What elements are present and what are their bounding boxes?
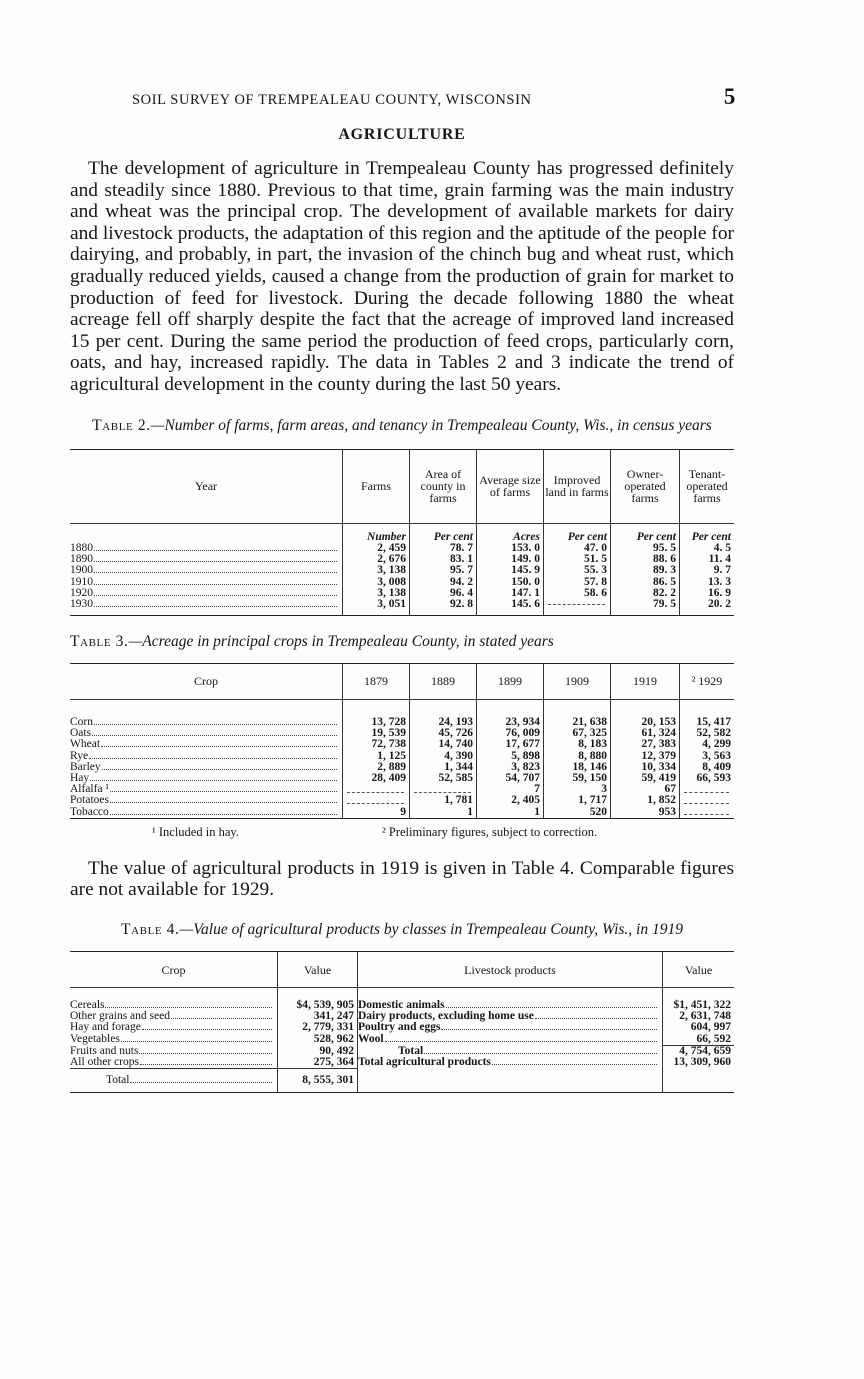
table2-unit-year [70, 523, 343, 543]
table4-crop-label: Vegetables [70, 1032, 120, 1045]
table2-improved: 51. 5 [544, 554, 611, 565]
table4-caption-text: —Value of agricultural products by classes in Trempealeau County, Wis., in 1919 [179, 921, 683, 939]
table2-area: 83. 1 [410, 554, 477, 565]
table2-tenant: 4. 5 [680, 543, 735, 554]
table2-improved: 55. 3 [544, 565, 611, 576]
table4-caption-lead: Table 4. [121, 921, 180, 939]
table3-value: 52, 585 [410, 773, 477, 784]
table2-improved: 58. 6 [544, 588, 611, 599]
table2-header-year: Year [70, 449, 343, 523]
table3-caption-lead: Table 3. [70, 632, 129, 650]
table4 [70, 951, 734, 1093]
table3-header-1899: 1899 [477, 663, 544, 699]
table2-header-area: Area of county in farms [410, 449, 477, 523]
table4-livestock-total-value: 4, 754, 659 [663, 1045, 735, 1057]
table4-crop-value: 90, 492 [278, 1045, 358, 1057]
table3-value: 17, 677 [477, 739, 544, 750]
table2-unit-farms: Number [343, 523, 410, 543]
table2-caption-text: —Number of farms, farm areas, and tenancy in Trempealeau County, Wis., in census years [150, 416, 712, 434]
table3-value: 7 [477, 784, 544, 795]
table-row [70, 1022, 734, 1033]
table2-year: 1890 [70, 553, 93, 566]
table4-crop-value: 2, 779, 331 [278, 1022, 358, 1033]
table2-area: 78. 7 [410, 543, 477, 554]
table3-crop-label: Corn [70, 716, 93, 729]
table3-value: 66, 593 [680, 773, 735, 784]
table4-crop-label: Hay and forage [70, 1021, 141, 1034]
table3-value: 2, 405 [477, 795, 544, 806]
table2-year: 1930 [70, 598, 93, 611]
table2-farms: 2, 676 [343, 554, 410, 565]
table3-value: 3 [544, 784, 611, 795]
table3-value: 61, 324 [611, 728, 680, 739]
table2-unit-improved: Per cent [544, 523, 611, 543]
table4-crop-value: 528, 962 [278, 1034, 358, 1046]
table4-crop-label: Other grains and seed [70, 1010, 170, 1023]
table3-footnote-2: ² Preliminary figures, subject to correction. [382, 824, 598, 839]
table3-value: 28, 409 [343, 773, 410, 784]
intro-paragraph: The development of agriculture in Trempealeau County has progressed definitely and steadily since 1880. Previous to that time, grain farming was the main industry and wheat was the principal crop. The development of available markets for dairy and livestock products, the adaptation of this region and the aptitude of the people for dairying, and probably, in part, the invasion of the chinch bug and wheat rust, which gradually reduced yields, caused a change from the production of grain for market to production of feed for livestock. During the decade following 1880 the wheat acreage fell off sharply despite the fact that the acreage of improved land increased 15 per cent. During the same period the production of feed crops, particularly corn, oats, and hay, increased rapidly. The data in Tables 2 and 3 indicate the trend of agricultural development in the county during the last 50 years. [70, 158, 734, 395]
table2-area: 94. 2 [410, 577, 477, 588]
table3-footnotes [70, 825, 734, 840]
table2-caption [70, 416, 734, 435]
table3-value: 9 [343, 807, 410, 819]
table2 [70, 449, 734, 616]
table2-size: 150. 0 [477, 577, 544, 588]
table4-header-value: Value [278, 952, 358, 988]
table2-year: 1880 [70, 542, 93, 555]
table4-header-crop: Crop [70, 952, 278, 988]
table3-value: 18, 146 [544, 762, 611, 773]
table2-header-size: Average size of farms [477, 449, 544, 523]
table3-value: 24, 193 [410, 717, 477, 728]
table2-tenant: 16. 9 [680, 588, 735, 599]
table3-crop-label: Alfalfa ¹ [70, 783, 109, 796]
table3 [70, 663, 734, 819]
table3-value: 59, 150 [544, 773, 611, 784]
table2-year: 1920 [70, 586, 93, 599]
table2-tenant: 9. 7 [680, 565, 735, 576]
table3-crop-label: Oats [70, 727, 92, 740]
table3-value: 3, 563 [680, 751, 735, 762]
table3-header-1909: 1909 [544, 663, 611, 699]
table2-year: 1910 [70, 575, 93, 588]
table3-value: 4, 299 [680, 739, 735, 750]
table3-value: 2, 889 [343, 762, 410, 773]
table-row [70, 807, 734, 819]
table-row [70, 1045, 734, 1057]
table3-value: 59, 419 [611, 773, 680, 784]
table4-grand-total-label: Total agricultural products [358, 1056, 491, 1069]
table3-empty-cell [684, 803, 729, 804]
table3-value: 21, 638 [544, 717, 611, 728]
table4-crop-value: $4, 539, 905 [278, 1000, 358, 1011]
table2-tenant: 11. 4 [680, 554, 735, 565]
table-row [70, 795, 734, 806]
table3-value: 5, 898 [477, 751, 544, 762]
table3-value: 27, 383 [611, 739, 680, 750]
running-head-title: SOIL SURVEY OF TREMPEALEAU COUNTY, WISCONSIN [132, 92, 532, 108]
table4-crop-label: All other crops [70, 1055, 139, 1068]
table-row [70, 784, 734, 795]
table2-farms: 3, 008 [343, 577, 410, 588]
table3-crop-label: Potatoes [70, 794, 109, 807]
page-number: 5 [723, 84, 736, 109]
table4-caption [70, 920, 734, 939]
table4-crop-label: Fruits and nuts [70, 1044, 139, 1057]
table3-value: 76, 009 [477, 728, 544, 739]
table4-livestock-label: Dairy products, excluding home use [358, 1010, 534, 1023]
table3-footnote-1: ¹ Included in hay. [152, 824, 239, 839]
table-row [70, 1069, 734, 1093]
table2-size: 145. 6 [477, 599, 544, 615]
table3-empty-cell [684, 792, 729, 793]
table3-crop-label: Barley [70, 760, 101, 773]
table3-caption-text: —Acreage in principal crops in Trempealeau County, in stated years [128, 632, 554, 650]
table2-header-farms: Farms [343, 449, 410, 523]
table-row [70, 565, 734, 576]
table3-empty-cell [347, 792, 404, 793]
table3-value: 12, 379 [611, 751, 680, 762]
table-row [70, 1034, 734, 1046]
table4-livestock-value: 604, 997 [663, 1022, 735, 1033]
table3-value: 1, 344 [410, 762, 477, 773]
table4-crop-label: Cereals [70, 998, 105, 1011]
table2-owner: 89. 3 [611, 565, 680, 576]
table2-owner: 82. 2 [611, 588, 680, 599]
table2-caption-lead: Table 2. [92, 416, 151, 434]
table3-crop-label: Hay [70, 772, 90, 785]
table3-value: 8, 409 [680, 762, 735, 773]
table2-size: 149. 0 [477, 554, 544, 565]
table-row [70, 599, 734, 615]
table3-value: 10, 334 [611, 762, 680, 773]
table3-empty-cell [347, 803, 404, 804]
table2-header-tenant: Tenant-operated farms [680, 449, 735, 523]
table4-livestock-value: 2, 631, 748 [663, 1011, 735, 1022]
table2-owner: 86. 5 [611, 577, 680, 588]
table3-header-1929: ² 1929 [680, 663, 735, 699]
table3-value: 52, 582 [680, 728, 735, 739]
table3-value: 67, 325 [544, 728, 611, 739]
table2-tenant: 13. 3 [680, 577, 735, 588]
table3-value: 8, 880 [544, 751, 611, 762]
table3-value: 54, 707 [477, 773, 544, 784]
table-row [70, 773, 734, 784]
table2-improved: 47. 0 [544, 543, 611, 554]
table2-area: 96. 4 [410, 588, 477, 599]
table4-livestock-label: Wool [358, 1032, 384, 1045]
table4-header-livestock-value: Value [663, 952, 735, 988]
table2-owner: 95. 5 [611, 543, 680, 554]
table2-owner: 79. 5 [611, 599, 680, 615]
table2-farms: 2, 459 [343, 543, 410, 554]
table4-livestock-value: $1, 451, 322 [663, 1000, 735, 1011]
table3-value: 953 [611, 807, 680, 819]
table3-value: 23, 934 [477, 717, 544, 728]
table3-empty-cell [684, 814, 729, 815]
table3-header-1889: 1889 [410, 663, 477, 699]
table2-area: 92. 8 [410, 599, 477, 615]
table2-farms: 3, 138 [343, 565, 410, 576]
table3-value: 15, 417 [680, 717, 735, 728]
table3-header-1919: 1919 [611, 663, 680, 699]
table3-value: 20, 153 [611, 717, 680, 728]
table4-crops-total-label: Total [106, 1074, 130, 1087]
table3-caption [70, 632, 734, 651]
table4-livestock-label: Domestic animals [358, 998, 445, 1011]
table2-unit-tenant: Per cent [680, 523, 735, 543]
table2-size: 153. 0 [477, 543, 544, 554]
page [70, 84, 734, 1093]
table3-crop-label: Tobacco [70, 805, 109, 818]
table4-livestock-value: 66, 592 [663, 1034, 735, 1046]
table2-unit-owner: Per cent [611, 523, 680, 543]
table3-value: 3, 823 [477, 762, 544, 773]
table-row [70, 739, 734, 750]
table4-livestock-total-label: Total [398, 1044, 424, 1057]
table3-empty-cell [414, 792, 471, 793]
table3-header-crop: Crop [70, 663, 343, 699]
table3-value: 1 [410, 807, 477, 819]
table2-size: 145. 9 [477, 565, 544, 576]
table2-unit-size: Acres [477, 523, 544, 543]
table2-header-owner: Owner-operated farms [611, 449, 680, 523]
table3-value: 1, 125 [343, 751, 410, 762]
table4-grand-total-value: 13, 309, 960 [663, 1057, 735, 1069]
table4-crop-value: 275, 364 [278, 1057, 358, 1069]
table3-value: 4, 390 [410, 751, 477, 762]
section-heading: AGRICULTURE [338, 126, 466, 143]
table3-value: 14, 740 [410, 739, 477, 750]
table3-value: 13, 728 [343, 717, 410, 728]
table2-area: 95. 7 [410, 565, 477, 576]
table2-unit-area: Per cent [410, 523, 477, 543]
table2-size: 147. 1 [477, 588, 544, 599]
table3-crop-label: Wheat [70, 738, 101, 751]
table3-header-1879: 1879 [343, 663, 410, 699]
table2-farms: 3, 051 [343, 599, 410, 615]
table3-crop-label: Rye [70, 749, 89, 762]
table3-value: 1, 852 [611, 795, 680, 806]
table3-value: 1 [477, 807, 544, 819]
table3-value: 45, 726 [410, 728, 477, 739]
running-head [70, 84, 734, 110]
table4-intro-paragraph: The value of agricultural products in 1919 is given in Table 4. Comparable figures are not available for 1929. [70, 857, 734, 901]
table3-value: 520 [544, 807, 611, 819]
table3-value: 67 [611, 784, 680, 795]
table3-value: 1, 781 [410, 795, 477, 806]
table3-value: 72, 738 [343, 739, 410, 750]
table2-header-improved: Improved land in farms [544, 449, 611, 523]
table3-value: 19, 539 [343, 728, 410, 739]
table4-livestock-label: Poultry and eggs [358, 1021, 441, 1034]
table2-tenant: 20. 2 [680, 599, 735, 615]
table3-value: 1, 717 [544, 795, 611, 806]
table4-crop-value: 341, 247 [278, 1011, 358, 1022]
table2-improved: 57. 8 [544, 577, 611, 588]
table4-crops-total-value: 8, 555, 301 [278, 1069, 358, 1093]
table2-owner: 88. 6 [611, 554, 680, 565]
table2-improved-empty [548, 604, 605, 605]
table4-header-livestock: Livestock products [358, 952, 663, 988]
table3-value: 8, 183 [544, 739, 611, 750]
table2-farms: 3, 138 [343, 588, 410, 599]
table-row [70, 1057, 734, 1069]
table2-year: 1900 [70, 564, 93, 577]
